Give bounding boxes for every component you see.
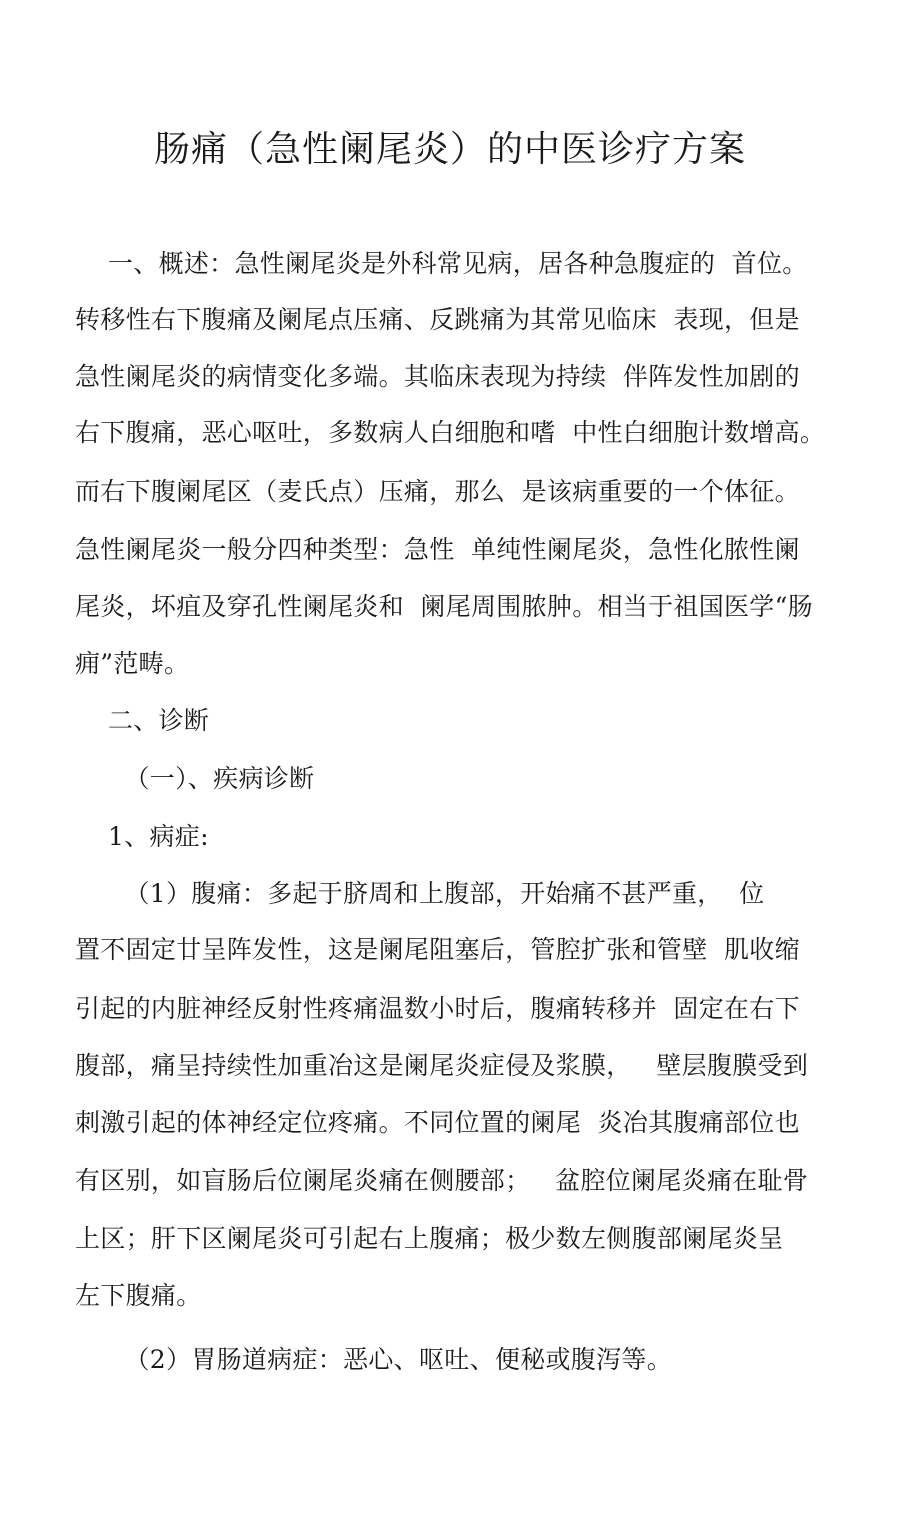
- body-line-15: 腹部，痛呈持续性加重冶这是阑尾炎症侵及浆膜， 壁层腹膜受到: [75, 1051, 809, 1080]
- body-line-17: 有区别，如盲肠后位阑尾炎痛在侧腰部； 盆腔位阑尾炎痛在耻骨: [75, 1166, 809, 1195]
- body-line-18: 上区；肝下区阑尾炎可引起右上腹痛；极少数左侧腹部阑尾炎呈: [75, 1224, 784, 1253]
- body-line-13: 置不固定廿呈阵发性，这是阑尾阻塞后，管腔扩张和管壁 肌收缩: [75, 935, 800, 964]
- body-line-19: 左下腹痛。: [75, 1281, 202, 1310]
- body-line-4: 右下腹痛，恶心呕吐，多数病人白细胞和嗜 中性白细胞计数增高。: [75, 418, 826, 447]
- section-heading-diagnosis: 二、诊断: [75, 706, 210, 735]
- body-line-7: 尾炎，坏疽及穿孔性阑尾炎和 阑尾周围脓肿。相当于祖国医学“肠: [75, 592, 813, 621]
- body-line-16: 刺激引起的体神经定位疼痛。不同位置的阑尾 炎冶其腹痛部位也: [75, 1108, 800, 1137]
- body-line-1: 一、概述：急性阑尾炎是外科常见病，居各种急腹症的 首位。: [75, 249, 808, 278]
- body-line-2: 转移性右下腹痛及阑尾点压痛、反跳痛为其常见临床 表现，但是: [75, 305, 800, 334]
- body-line-3: 急性阑尾炎的病情变化多端。其临床表现为持续 伴阵发性加剧的: [75, 362, 800, 391]
- item-heading-symptoms: 1、病症:: [75, 822, 209, 851]
- body-line-20: （2）胃肠道病症：恶心、呕吐、便秘或腹泻等。: [75, 1345, 672, 1374]
- body-line-12: （1）腹痛：多起于脐周和上腹部，开始痛不甚严重， 位: [75, 879, 765, 908]
- subsection-heading-disease-diagnosis: （一）、疾病诊断: [75, 764, 315, 793]
- body-line-14: 引起的内脏神经反射性疼痛温数小时后，腹痛转移并 固定在右下: [75, 994, 800, 1023]
- body-line-5: 而右下腹阑尾区（麦氏点）压痛，那么 是该病重要的一个体征。: [75, 477, 800, 506]
- page-title: 肠痛（急性阑尾炎）的中医诊疗方案: [153, 129, 746, 170]
- body-line-6: 急性阑尾炎一般分四种类型：急性 单纯性阑尾炎，急性化脓性阑: [75, 535, 800, 564]
- body-line-8: 痈”范畴。: [75, 649, 190, 678]
